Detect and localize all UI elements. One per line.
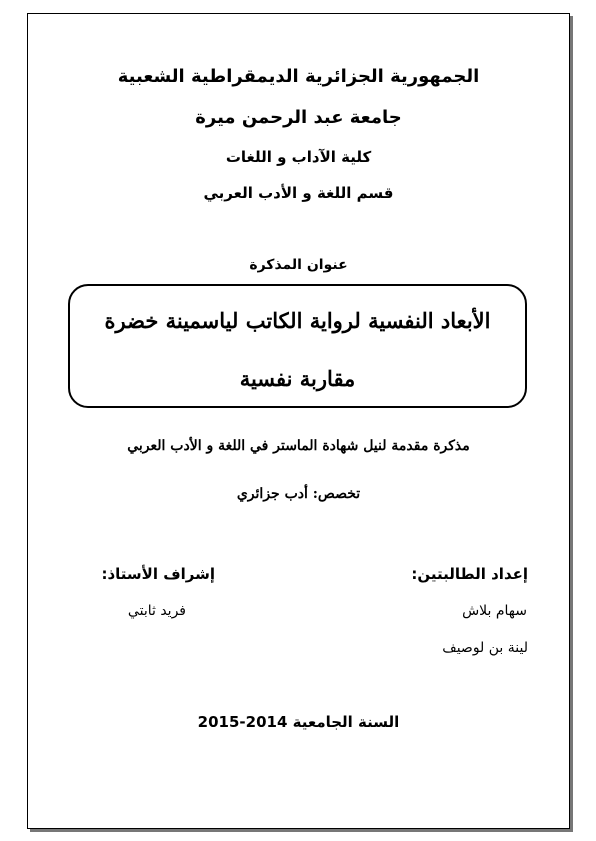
supervisor-label: إشراف الأستاذ: [101,565,215,583]
thesis-purpose: مذكرة مقدمة لنيل شهادة الماستر في اللغة و الأدب العربي [127,438,470,454]
university-name: جامعة عبد الرحمن ميرة [195,107,402,128]
thesis-heading: عنوان المذكرة [249,257,348,273]
thesis-specialty: تخصص: أدب جزائري [236,486,361,502]
thesis-subtitle: مقاربة نفسية [239,366,356,391]
students-label: إعداد الطالبتين: [411,565,528,583]
department-name: قسم اللغة و الأدب العربي [203,184,394,202]
academic-year: السنة الجامعية 2014-2015 [197,713,400,731]
thesis-title: الأبعاد النفسية لرواية الكاتب لياسمينة خضرة [104,308,491,333]
student-name: سهام بلاش [462,603,527,619]
student-name: لينة بن لوصيف [442,640,528,656]
thesis-title-box [68,284,527,408]
page-frame [27,13,570,829]
country-name: الجمهورية الجزائرية الديمقراطية الشعبية [117,66,480,87]
supervisor-name: فريد ثابتي [127,603,186,619]
faculty-name: كلية الآداب و اللغات [225,148,372,166]
